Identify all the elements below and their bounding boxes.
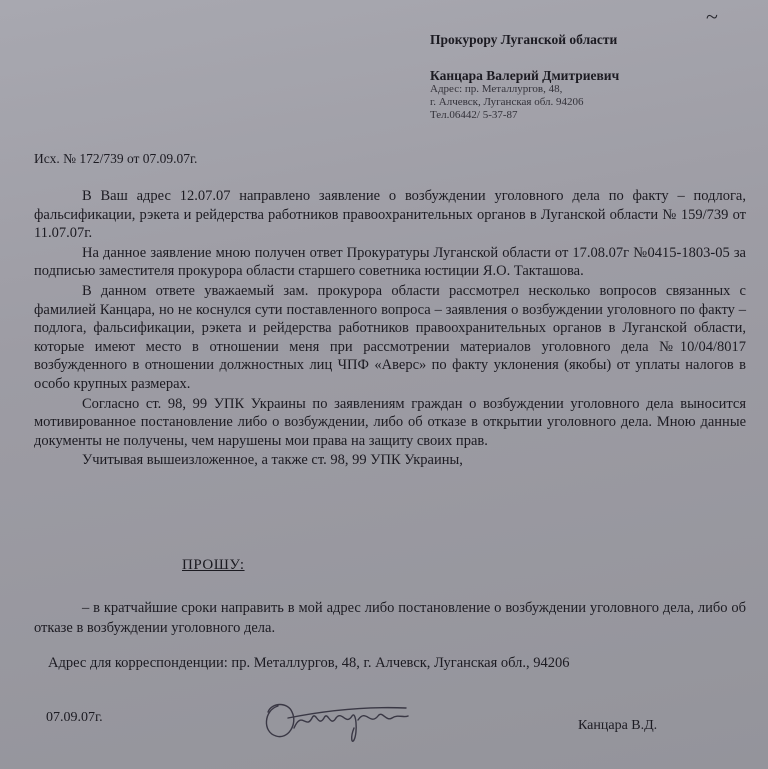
paragraph: В данном ответе уважаемый зам. прокурора области рассмотрел несколько вопросов связанных с фамилией Канцара, но не коснулся сути поставленного вопроса – заявления о возбуждении уголовного по факту – подлога, фальсификации, рэкета и рейдерства работников правоохранительных органов в Луганской области, которые имеют место в отношении меня при рассмотрении материалов уголовного дела №10/04/8017 возбужденного в отношении должностных лиц ЧПФ «Аверс» по факту уклонения (якобы) от уплаты налогов в особо крупных размерах. <box>34 282 746 392</box>
correspondence-address: Адрес для корреспонденции: пр. Металлургов, 48, г. Алчевск, Луганская обл., 94206 <box>48 655 570 671</box>
paragraph: В Ваш адрес 12.07.07 направлено заявление о возбуждении уголовного дела по факту – подлога, фальсификации, рэкета и рейдерства работников правоохранительных органов в Луганской области № 159/739 от 11.07.07г. <box>34 188 746 242</box>
corner-mark: ~ <box>706 4 718 29</box>
recipient: Прокурору Луганской области <box>430 32 618 47</box>
letter-date: 07.09.07г. <box>46 710 103 725</box>
handwritten-signature <box>258 688 418 748</box>
request-heading: ПРОШУ: <box>182 557 245 573</box>
signer-name: Канцара В.Д. <box>578 718 658 733</box>
paragraph: Учитывая вышеизложенное, а также ст. 98, 99 УПК Украины, <box>82 452 463 469</box>
letter-body <box>34 187 746 471</box>
paragraph: Согласно ст. 98, 99 УПК Украины по заявлениям граждан о возбуждении уголовного дела выносится мотивированное постановление либо о возбуждении, либо об отказе в открытии уголовного дела. Мною данные документы не получены, чем нарушены мои права на защиту своих прав. <box>34 395 746 449</box>
request-text: – в кратчайшие сроки направить в мой адрес либо постановление о возбуждении уголовного дела, либо об отказе в возбуждении уголовного дела. <box>34 600 746 636</box>
sender-phone: Тел.06442/ 5-37-87 <box>430 109 518 121</box>
paragraph: На данное заявление мною получен ответ Прокуратуры Луганской области от 17.08.07г №0415-1803-05 за подписью заместителя прокурора области старшего советника юстиции Я.О. Такташова. <box>34 244 746 280</box>
sender-address-line-1: Адрес: пр. Металлургов, 48, <box>430 83 563 95</box>
sender-address-line-2: г. Алчевск, Луганская обл. 94206 <box>430 96 584 108</box>
addressee-block <box>430 33 619 122</box>
outgoing-reference: Исх. № 172/739 от 07.09.07г. <box>34 151 198 166</box>
sender-name: Канцара Валерий Дмитриевич <box>430 68 620 83</box>
